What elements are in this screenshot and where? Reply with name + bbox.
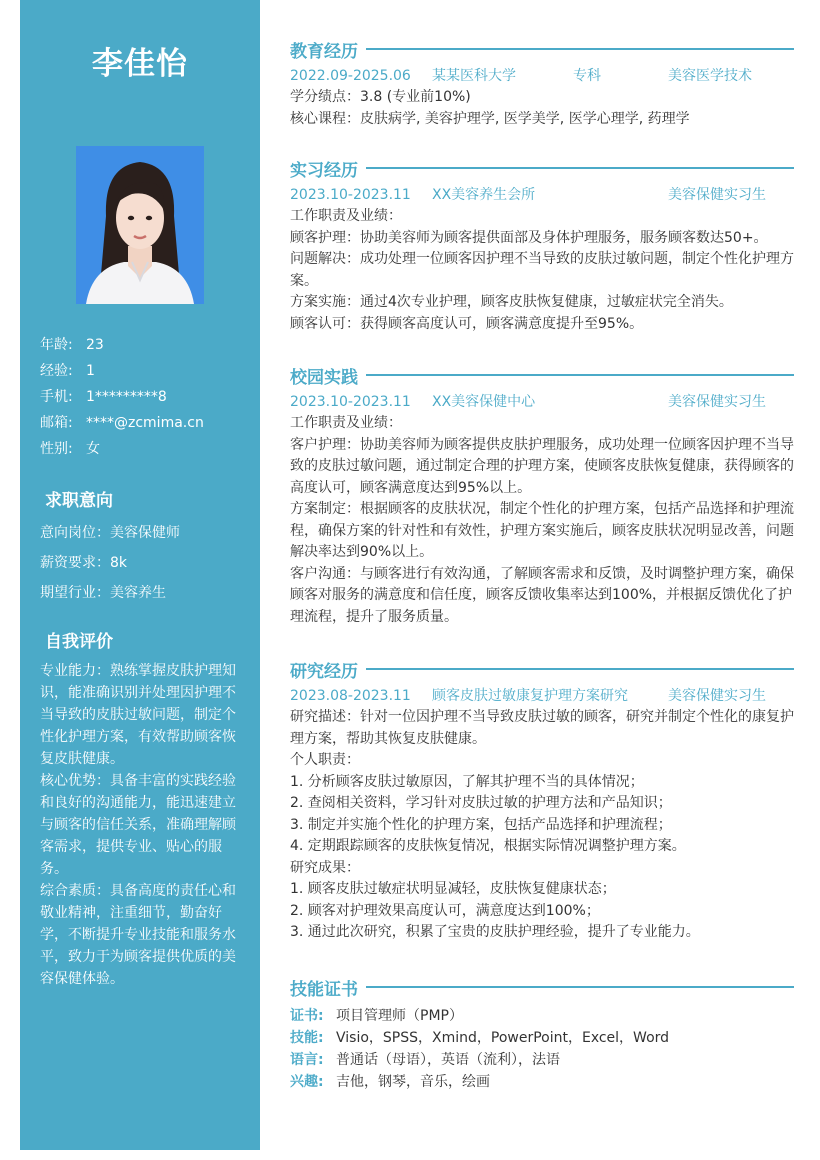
internship-role: 美容保健实习生 — [668, 187, 766, 203]
info-phone: 手机: 1*********8 — [40, 389, 167, 405]
education-school: 某某医科大学 — [432, 68, 516, 84]
internship-details: 工作职责及业绩： 顾客护理：协助美容师为顾客提供面部及身体护理服务，服务顾客数达50+。 问题解决：成功处理一位顾客因护理不当导致的皮肤过敏问题，制定个性化护理方案。 方案实施：通过4次专业护理，顾客皮肤恢复健康，过敏症状完全消失。 顾客认可：获得顾客高度认可，顾客满意度提升至95%。 — [290, 208, 794, 332]
skill-interests: 兴趣: 吉他，钢琴，音乐，绘画 — [290, 1074, 490, 1090]
divider — [366, 668, 794, 670]
portrait-image — [76, 146, 204, 304]
internship-meta — [290, 184, 794, 206]
section-title: 实习经历 — [290, 160, 358, 181]
education-details: 学分绩点：3.8 (专业前10%) 核心课程：皮肤病学, 美容护理学, 医学美学, 医学心理学, 药理学 — [290, 89, 690, 127]
campus-date: 2023.10-2023.11 — [290, 394, 411, 410]
campus-details: 工作职责及业绩： 客户护理：协助美容师为顾客提供皮肤护理服务，成功处理一位顾客因护理不当导致的皮肤过敏问题，通过制定合理的护理方案，使顾客皮肤恢复健康，获得顾客的高度认可，顾客满意度达到95%以上。 方案制定：根据顾客的皮肤状况，制定个性化的护理方案，包括产品选择和护理流程，确保方案的针对性和有效性，护理方案实施后，顾客皮肤状况明显改善，问题解决率达到90%以上。 客户沟通：与顾客进行有效沟通，了解顾客需求和反馈，及时调整护理方案，确保顾客对服务的满意度和信任度，顾客反馈收集率达到100%，并根据反馈优化了护理流程，提升了服务质量。 — [290, 415, 794, 625]
section-title: 校园实践 — [290, 367, 358, 388]
skills-section — [290, 975, 794, 1093]
education-major: 美容医学技术 — [668, 68, 752, 84]
education-section — [290, 37, 794, 130]
section-title: 教育经历 — [290, 41, 358, 62]
divider — [366, 374, 794, 376]
education-degree: 专科 — [573, 68, 601, 84]
divider — [366, 48, 794, 50]
job-intent-heading: 求职意向 — [45, 491, 113, 511]
research-role: 美容保健实习生 — [668, 688, 766, 704]
internship-org: XX美容养生会所 — [432, 187, 536, 203]
divider — [366, 986, 794, 988]
research-meta — [290, 685, 794, 707]
campus-org: XX美容保健中心 — [432, 394, 536, 410]
candidate-name: 李佳怡 — [92, 46, 188, 82]
self-evaluation-text: 专业能力：熟练掌握皮肤护理知识，能准确识别并处理因护理不当导致的皮肤过敏问题，制定个性化护理方案，有效帮助顾客恢复皮肤健康。 核心优势：具备丰富的实践经验和良好的沟通能力，能迅速建立与顾客的信任关系，准确理解顾客需求，提供专业、贴心的服务。 综合素质：具备高度的责任心和敬业精神，注重细节，勤奋好学，不断提升专业技能和服务水平，致力于为顾客提供优质的美容保健体验。 — [40, 663, 236, 987]
skill-languages: 语言: 普通话（母语），英语（流利），法语 — [290, 1052, 560, 1068]
info-experience: 经验: 1 — [40, 363, 95, 379]
info-age: 年龄: 23 — [40, 337, 104, 353]
internship-date: 2023.10-2023.11 — [290, 187, 411, 203]
basic-info — [40, 336, 250, 466]
internship-section — [290, 156, 794, 335]
sidebar — [20, 0, 260, 1150]
info-gender: 性别: 女 — [40, 441, 100, 457]
section-title: 技能证书 — [290, 979, 358, 1000]
education-date: 2022.09-2025.06 — [290, 68, 411, 84]
divider — [366, 167, 794, 169]
job-intent-list — [40, 524, 245, 614]
profile-photo — [76, 146, 204, 304]
research-section — [290, 657, 794, 944]
section-title: 研究经历 — [290, 661, 358, 682]
skill-certificate: 证书: 项目管理师（PMP） — [290, 1008, 463, 1024]
research-date: 2023.08-2023.11 — [290, 688, 411, 704]
info-email: 邮箱: ****@zcmima.cn — [40, 415, 204, 431]
campus-meta — [290, 391, 794, 413]
intent-position: 意向岗位：美容保健师 — [40, 525, 180, 541]
intent-industry: 期望行业：美容养生 — [40, 585, 166, 601]
skills-list — [290, 1005, 794, 1093]
self-evaluation-heading: 自我评价 — [45, 632, 113, 652]
campus-section — [290, 363, 794, 628]
research-details: 研究描述：针对一位因护理不当导致皮肤过敏的顾客，研究并制定个性化的康复护理方案，帮助其恢复皮肤健康。 个人职责： 1. 分析顾客皮肤过敏原因，了解其护理不当的具体情况； 2. 查阅相关资料，学习针对皮肤过敏的护理方法和产品知识； 3. 制定并实施个性化的护理方案，包括产品选择和护理流程； 4. 定期跟踪顾客的皮肤恢复情况，根据实际情况调整护理方案。 研究成果： 1. 顾客皮肤过敏症状明显减轻，皮肤恢复健康状态； 2. 顾客对护理效果高度认可，满意度达到100%； 3. 通过此次研究，积累了宝贵的皮肤护理经验，提升了专业能力。 — [290, 709, 794, 940]
intent-salary: 薪资要求：8k — [40, 555, 128, 571]
skill-tools: 技能: Visio，SPSS，Xmind，PowerPoint，Excel，Word — [290, 1030, 670, 1046]
education-meta — [290, 65, 794, 87]
campus-role: 美容保健实习生 — [668, 394, 766, 410]
research-project: 顾客皮肤过敏康复护理方案研究 — [432, 688, 628, 704]
